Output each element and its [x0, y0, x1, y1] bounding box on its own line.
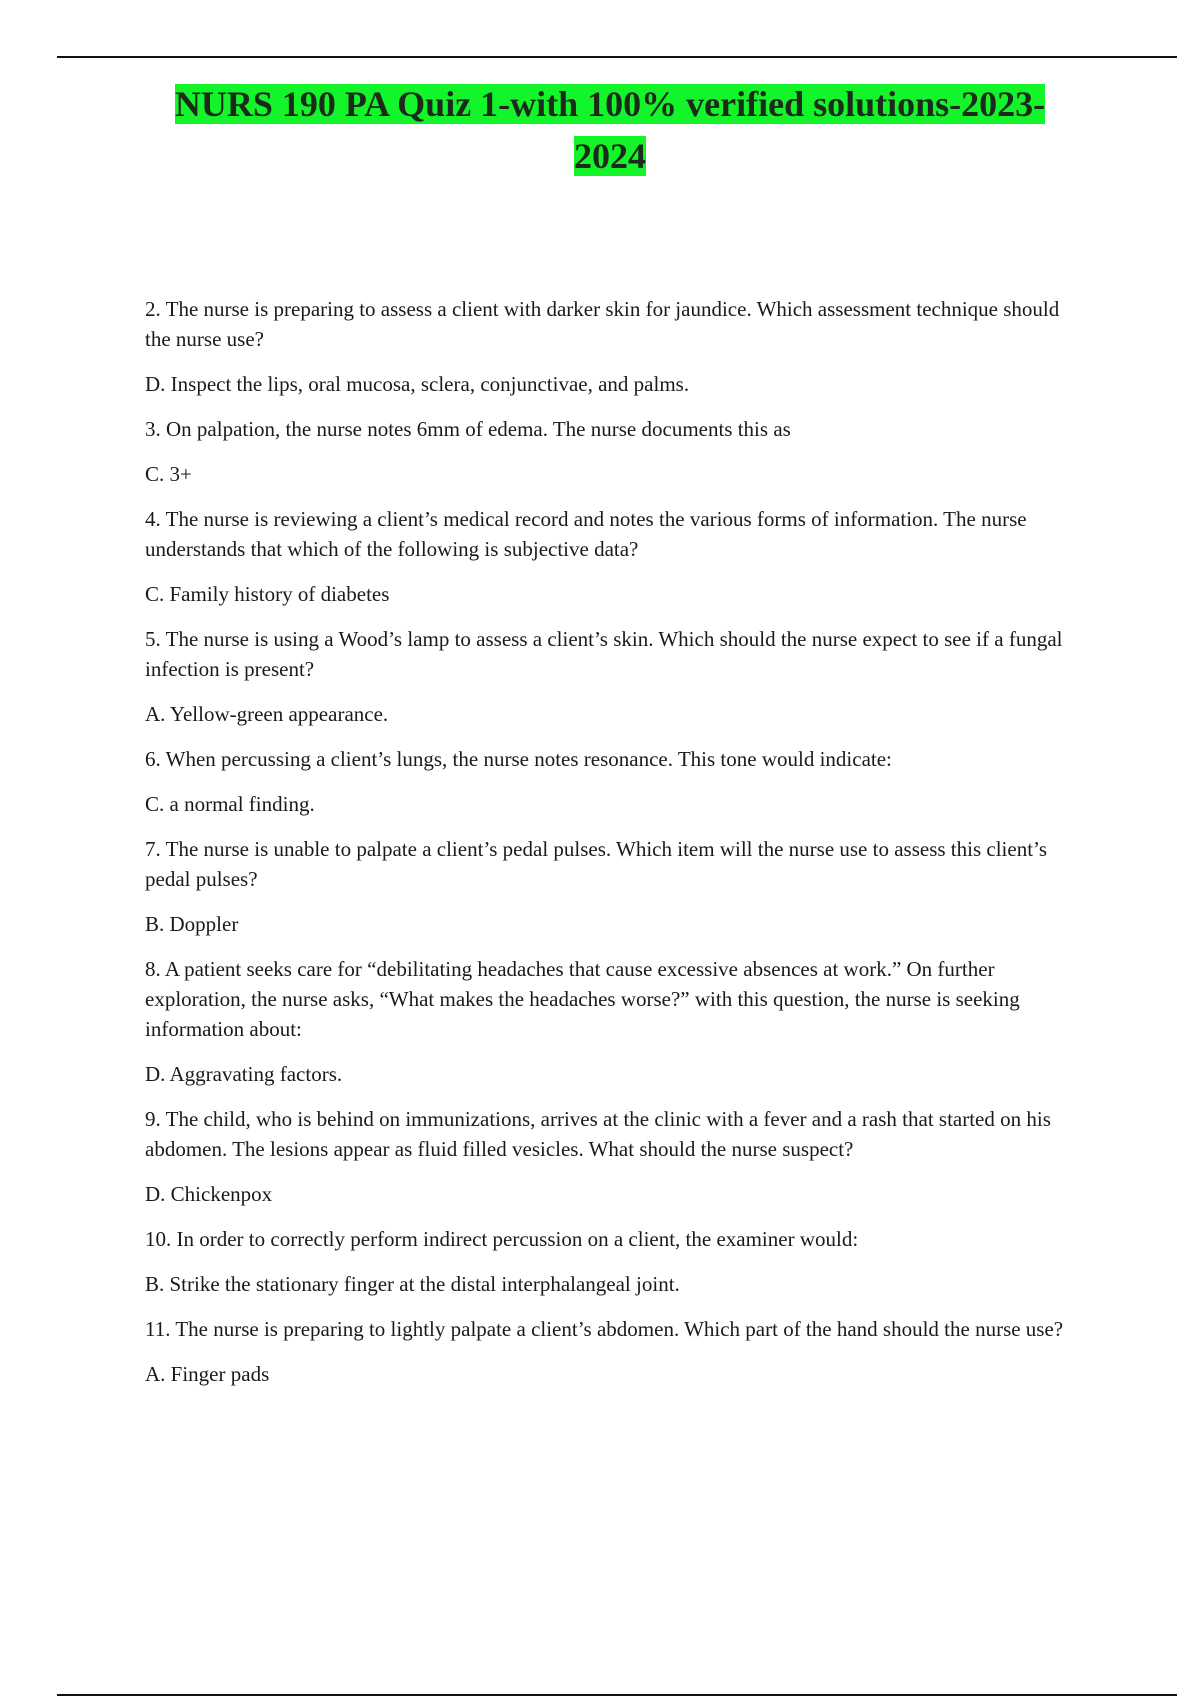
question-2: 2. The nurse is preparing to assess a client with darker skin for jaundice. Which assessment technique should the nurse use?	[145, 297, 1060, 351]
question-3: 3. On palpation, the nurse notes 6mm of edema. The nurse documents this as	[145, 417, 791, 441]
answer-6: C. a normal finding.	[145, 792, 315, 816]
qa-list	[145, 294, 1075, 1404]
answer-7: B. Doppler	[145, 912, 239, 936]
answer-10: B. Strike the stationary finger at the distal interphalangeal joint.	[145, 1272, 680, 1296]
answer-5: A. Yellow-green appearance.	[145, 702, 389, 726]
question-4: 4. The nurse is reviewing a client’s medical record and notes the various forms of information. The nurse understands that which of the following is subjective data?	[145, 507, 1027, 561]
document-title: NURS 190 PA Quiz 1-with 100% verified solutions-2023-2024	[174, 84, 1046, 176]
answer-9: D. Chickenpox	[145, 1182, 273, 1206]
question-5: 5. The nurse is using a Wood’s lamp to assess a client’s skin. Which should the nurse expect to see if a fungal infection is present?	[145, 627, 1063, 681]
question-6: 6. When percussing a client’s lungs, the nurse notes resonance. This tone would indicate:	[145, 747, 892, 771]
title-block	[150, 78, 1070, 182]
answer-3: C. 3+	[145, 462, 192, 486]
answer-8: D. Aggravating factors.	[145, 1062, 343, 1086]
answer-2: D. Inspect the lips, oral mucosa, sclera, conjunctivae, and palms.	[145, 372, 690, 396]
question-8: 8. A patient seeks care for “debilitating headaches that cause excessive absences at work.” On further exploration, the nurse asks, “What makes the headaches worse?” with this question, the nurse is seeking information about:	[145, 957, 1020, 1041]
question-9: 9. The child, who is behind on immunizations, arrives at the clinic with a fever and a rash that started on his abdomen. The lesions appear as fluid filled vesicles. What should the nurse suspect?	[145, 1107, 1051, 1161]
question-7: 7. The nurse is unable to palpate a client’s pedal pulses. Which item will the nurse use to assess this client’s pedal pulses?	[145, 837, 1048, 891]
question-11: 11. The nurse is preparing to lightly palpate a client’s abdomen. Which part of the hand should the nurse use?	[145, 1317, 1064, 1341]
question-10: 10. In order to correctly perform indirect percussion on a client, the examiner would:	[145, 1227, 859, 1251]
top-divider	[57, 56, 1177, 58]
bottom-divider	[57, 1694, 1177, 1696]
answer-11: A. Finger pads	[145, 1362, 270, 1386]
answer-4: C. Family history of diabetes	[145, 582, 390, 606]
